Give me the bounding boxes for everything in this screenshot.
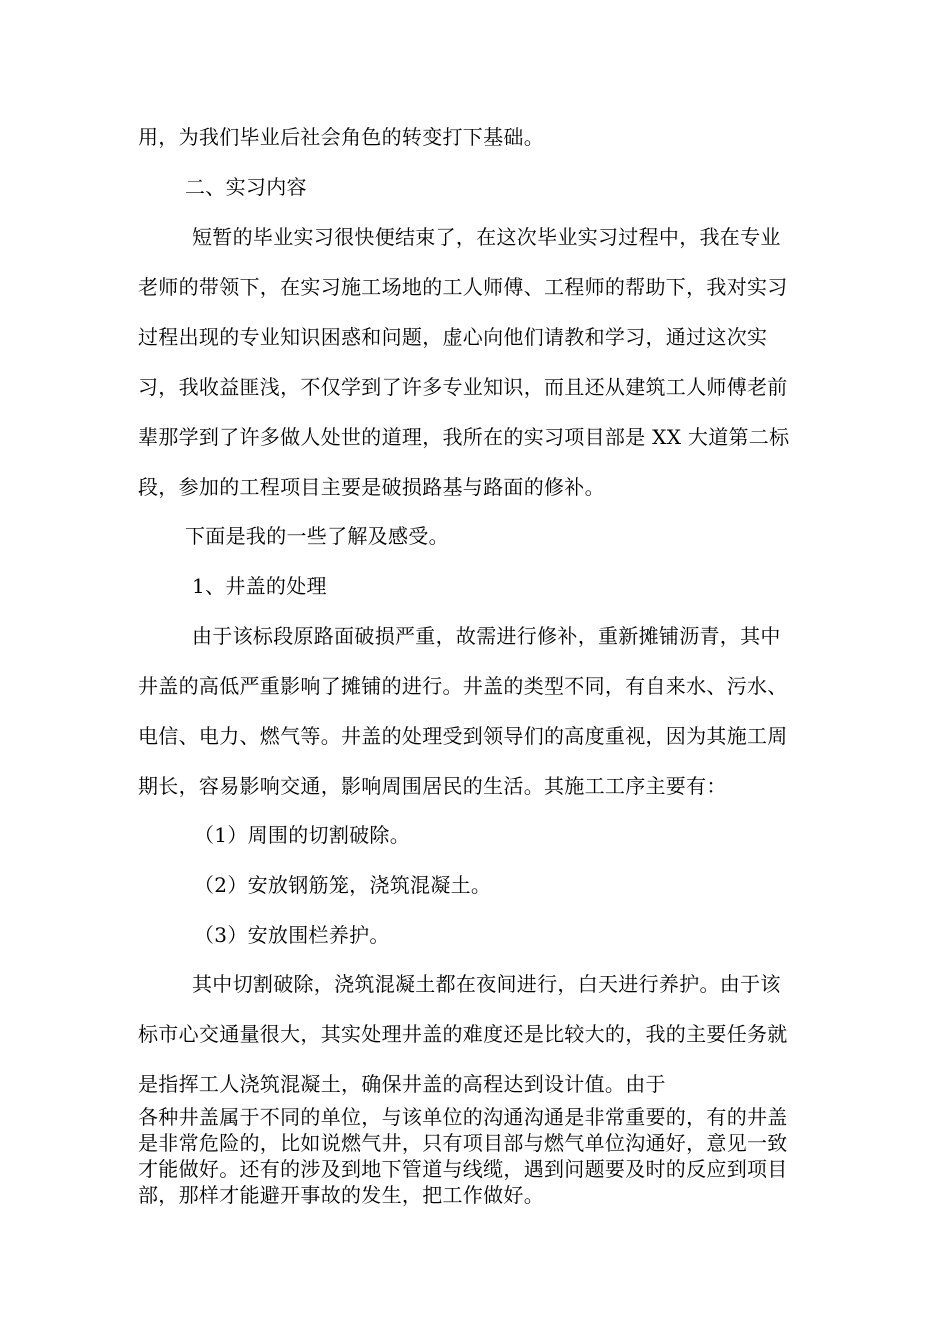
subsection-heading: 1、井盖的处理: [192, 574, 327, 598]
paragraph-line: 下面是我的一些了解及感受。: [185, 524, 449, 548]
paragraph-line: 辈那学到了许多做人处世的道理，我所在的实习项目部是 XX 大道第二标: [138, 425, 790, 449]
paragraph-line: 才能做好。还有的涉及到地下管道与线缆，遇到问题要及时的反应到项目: [138, 1157, 788, 1181]
paragraph-line: 是指挥工人浇筑混凝土，确保井盖的高程达到设计值。由于: [138, 1072, 666, 1096]
list-item: （3）安放围栏养护。: [194, 923, 390, 947]
paragraph-line: 由于该标段原路面破损严重，故需进行修补，重新摊铺沥青，其中: [192, 624, 781, 648]
paragraph-line: 电信、电力、燃气等。井盖的处理受到领导们的高度重视，因为其施工周: [138, 724, 788, 748]
paragraph-line: 段，参加的工程项目主要是破损路基与路面的修补。: [138, 475, 605, 499]
paragraph-line: 用，为我们毕业后社会角色的转变打下基础。: [138, 125, 544, 149]
paragraph-line: 老师的带领下，在实习施工场地的工人师傅、工程师的帮助下，我对实习: [138, 275, 788, 299]
paragraph-line: 标市心交通量很大，其实处理井盖的难度还是比较大的，我的主要任务就: [138, 1022, 788, 1046]
paragraph-line: 过程出现的专业知识困惑和问题，虚心向他们请教和学习，通过这次实: [138, 325, 768, 349]
paragraph-line: 短暂的毕业实习很快便结束了，在这次毕业实习过程中，我在专业: [192, 225, 781, 249]
paragraph-line: 井盖的高低严重影响了摊铺的进行。井盖的类型不同，有自来水、污水、: [138, 674, 788, 698]
section-heading: 二、实习内容: [185, 175, 307, 199]
paragraph-line: 部，那样才能避开事故的发生，把工作做好。: [138, 1183, 544, 1207]
paragraph-line: 其中切割破除，浇筑混凝土都在夜间进行，白天进行养护。由于该: [192, 972, 781, 996]
list-item: （2）安放钢筋笼，浇筑混凝土。: [194, 873, 492, 897]
list-item: （1）周围的切割破除。: [194, 823, 411, 847]
paragraph-line: 期长，容易影响交通，影响周围居民的生活。其施工工序主要有：: [138, 774, 727, 798]
paragraph-line: 各种井盖属于不同的单位，与该单位的沟通沟通是非常重要的，有的井盖: [138, 1105, 788, 1129]
paragraph-line: 习，我收益匪浅，不仅学到了许多专业知识，而且还从建筑工人师傅老前: [138, 375, 788, 399]
paragraph-line: 是非常危险的，比如说燃气井，只有项目部与燃气单位沟通好，意见一致: [138, 1131, 788, 1155]
